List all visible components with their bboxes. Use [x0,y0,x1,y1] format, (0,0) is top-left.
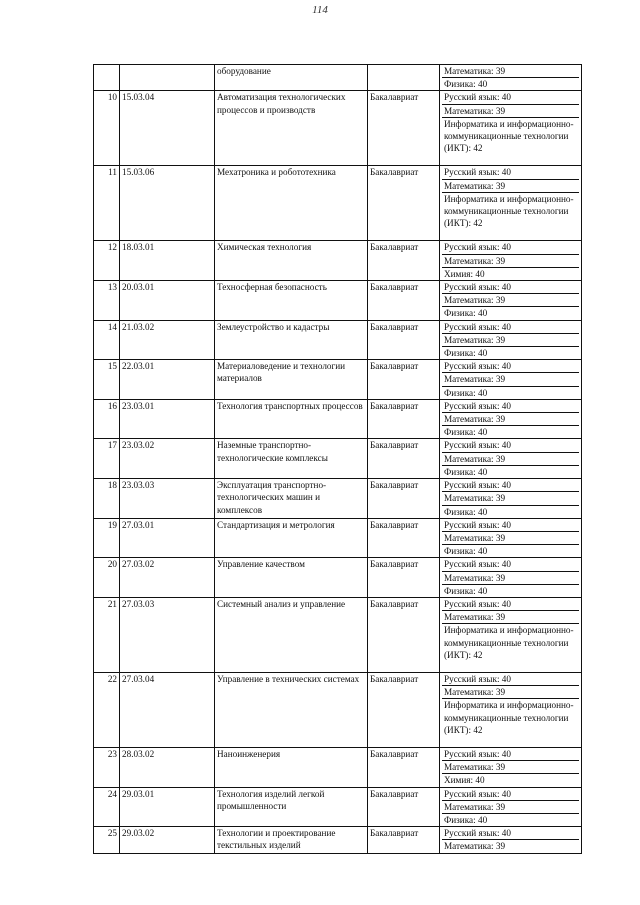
subjects-cell [440,166,582,241]
row-number-cell: 14 [94,320,120,360]
subjects-cell [440,558,582,598]
subjects-cell [440,241,582,281]
subject-line: Математика: 39 [442,412,579,425]
subject-line: Химия: 40 [442,773,579,786]
table-row [94,65,582,91]
subjects-cell [440,518,582,558]
subject-line: Информатика и информационно-коммуникационные технологии (ИКТ): 42 [442,698,579,736]
name-cell: Управление в технических системах [215,672,368,747]
name-cell: Технология транспортных процессов [215,399,368,439]
subject-line: Физика: 40 [442,77,579,90]
code-cell: 28.03.02 [120,747,215,787]
subject-line: Русский язык: 40 [444,519,511,530]
name-cell: оборудование [215,65,368,91]
table-row [94,320,582,360]
subject-line: Русский язык: 40 [444,748,511,759]
subjects-cell [440,597,582,672]
code-cell: 21.03.02 [120,320,215,360]
subject-line: Математика: 39 [442,531,579,544]
row-spacer [442,736,579,747]
subject-line: Математика: 39 [442,610,579,623]
subjects-cell [440,747,582,787]
subject-line: Математика: 39 [442,104,579,117]
subject-line: Физика: 40 [442,584,579,597]
subject-line: Русский язык: 40 [444,559,511,570]
subjects-cell [440,439,582,479]
level-cell: Бакалавриат [368,518,440,558]
row-spacer [442,661,579,672]
name-cell: Технология изделий легкой промышленности [215,787,368,827]
level-cell: Бакалавриат [368,166,440,241]
subject-line: Информатика и информационно-коммуникационные технологии (ИКТ): 42 [442,623,579,661]
code-cell: 27.03.02 [120,558,215,598]
table-row [94,439,582,479]
level-cell: Бакалавриат [368,241,440,281]
programs-table [93,64,582,854]
subject-line: Химия: 40 [442,267,579,280]
subjects-cell [440,399,582,439]
level-cell: Бакалавриат [368,360,440,400]
code-cell: 23.03.03 [120,479,215,519]
row-number-cell: 18 [94,479,120,519]
level-cell: Бакалавриат [368,747,440,787]
subject-line: Математика: 39 [442,179,579,192]
row-number-cell: 12 [94,241,120,281]
name-cell: Автоматизация технологических процессов и производств [215,91,368,166]
row-number-cell: 13 [94,281,120,321]
subject-line: Физика: 40 [442,346,579,359]
subject-line: Русский язык: 40 [444,242,511,253]
subject-line: Русский язык: 40 [444,598,511,609]
subject-line: Физика: 40 [442,306,579,319]
subject-line: Математика: 39 [444,66,506,76]
subjects-cell [440,479,582,519]
name-cell: Наноинженерия [215,747,368,787]
subject-line: Русский язык: 40 [444,321,511,332]
row-number-cell: 23 [94,747,120,787]
level-cell: Бакалавриат [368,320,440,360]
table-row [94,597,582,672]
subject-line: Математика: 39 [442,685,579,698]
row-spacer [442,154,579,165]
programs-table-body [94,65,582,854]
name-cell: Управление качеством [215,558,368,598]
level-cell: Бакалавриат [368,439,440,479]
subject-line: Русский язык: 40 [444,788,511,799]
name-cell: Материаловедение и технологии материалов [215,360,368,400]
subjects-cell [440,320,582,360]
subject-line: Физика: 40 [442,544,579,557]
name-cell: Наземные транспортно-технологические комплексы [215,439,368,479]
subject-line: Физика: 40 [442,386,579,399]
name-cell: Химическая технология [215,241,368,281]
subjects-cell [440,672,582,747]
subject-line: Русский язык: 40 [444,673,511,684]
subjects-cell [440,360,582,400]
subject-line: Русский язык: 40 [444,92,511,103]
subject-line: Информатика и информационно-коммуникационные технологии (ИКТ): 42 [442,192,579,230]
row-number-cell: 19 [94,518,120,558]
level-cell: Бакалавриат [368,399,440,439]
subject-line: Физика: 40 [442,505,579,518]
subject-line: Физика: 40 [442,813,579,826]
row-number-cell: 25 [94,827,120,853]
row-number-cell: 11 [94,166,120,241]
table-row [94,787,582,827]
table-row [94,747,582,787]
subject-line: Математика: 39 [442,293,579,306]
table-row [94,91,582,166]
subject-line: Математика: 39 [442,800,579,813]
table-row [94,241,582,281]
name-cell: Техносферная безопасность [215,281,368,321]
code-cell: 22.03.01 [120,360,215,400]
subject-line: Русский язык: 40 [444,167,511,178]
level-cell: Бакалавриат [368,281,440,321]
code-cell: 15.03.06 [120,166,215,241]
subject-line: Математика: 39 [442,760,579,773]
code-cell: 23.03.02 [120,439,215,479]
row-spacer [442,229,579,240]
subject-line: Русский язык: 40 [444,282,511,293]
code-cell: 18.03.01 [120,241,215,281]
code-cell: 15.03.04 [120,91,215,166]
subjects-cell [440,787,582,827]
name-cell: Эксплуатация транспортно-технологических машин и комплексов [215,479,368,519]
row-number-cell: 21 [94,597,120,672]
row-number-cell: 10 [94,91,120,166]
subjects-cell [440,65,582,91]
subject-line: Математика: 39 [442,491,579,504]
subject-line: Математика: 39 [442,571,579,584]
subjects-cell [440,827,582,853]
table-row [94,281,582,321]
table-row [94,518,582,558]
subject-line: Русский язык: 40 [444,400,511,411]
code-cell: 27.03.01 [120,518,215,558]
row-number-cell [94,65,120,91]
subject-line: Математика: 39 [442,839,579,852]
code-cell: 29.03.01 [120,787,215,827]
table-row [94,672,582,747]
table-row [94,166,582,241]
subject-line: Физика: 40 [442,465,579,478]
subjects-cell [440,281,582,321]
name-cell: Стандартизация и метрология [215,518,368,558]
subject-line: Математика: 39 [442,452,579,465]
name-cell: Технологии и проектирование текстильных изделий [215,827,368,853]
row-number-cell: 24 [94,787,120,827]
code-cell: 29.03.02 [120,827,215,853]
name-cell: Землеустройство и кадастры [215,320,368,360]
code-cell: 20.03.01 [120,281,215,321]
subject-line: Математика: 39 [442,333,579,346]
level-cell: Бакалавриат [368,827,440,853]
subject-line: Русский язык: 40 [444,440,511,451]
subject-line: Русский язык: 40 [444,480,511,491]
name-cell: Системный анализ и управление [215,597,368,672]
subject-line: Математика: 39 [442,372,579,385]
level-cell: Бакалавриат [368,787,440,827]
subjects-cell [440,91,582,166]
subject-line: Физика: 40 [442,425,579,438]
code-cell: 23.03.01 [120,399,215,439]
level-cell: Бакалавриат [368,558,440,598]
row-number-cell: 22 [94,672,120,747]
code-cell [120,65,215,91]
level-cell: Бакалавриат [368,672,440,747]
level-cell [368,65,440,91]
level-cell: Бакалавриат [368,479,440,519]
row-number-cell: 15 [94,360,120,400]
subject-line: Информатика и информационно-коммуникационные технологии (ИКТ): 42 [442,117,579,155]
code-cell: 27.03.03 [120,597,215,672]
level-cell: Бакалавриат [368,91,440,166]
table-row [94,360,582,400]
level-cell: Бакалавриат [368,597,440,672]
table-row [94,399,582,439]
row-number-cell: 20 [94,558,120,598]
table-row [94,479,582,519]
row-number-cell: 16 [94,399,120,439]
page-number: 114 [312,4,328,16]
subject-line: Математика: 39 [442,254,579,267]
name-cell: Мехатроника и робототехника [215,166,368,241]
code-cell: 27.03.04 [120,672,215,747]
table-row [94,558,582,598]
subject-line: Русский язык: 40 [444,361,511,372]
table-row [94,827,582,853]
subject-line: Русский язык: 40 [444,828,511,839]
row-number-cell: 17 [94,439,120,479]
